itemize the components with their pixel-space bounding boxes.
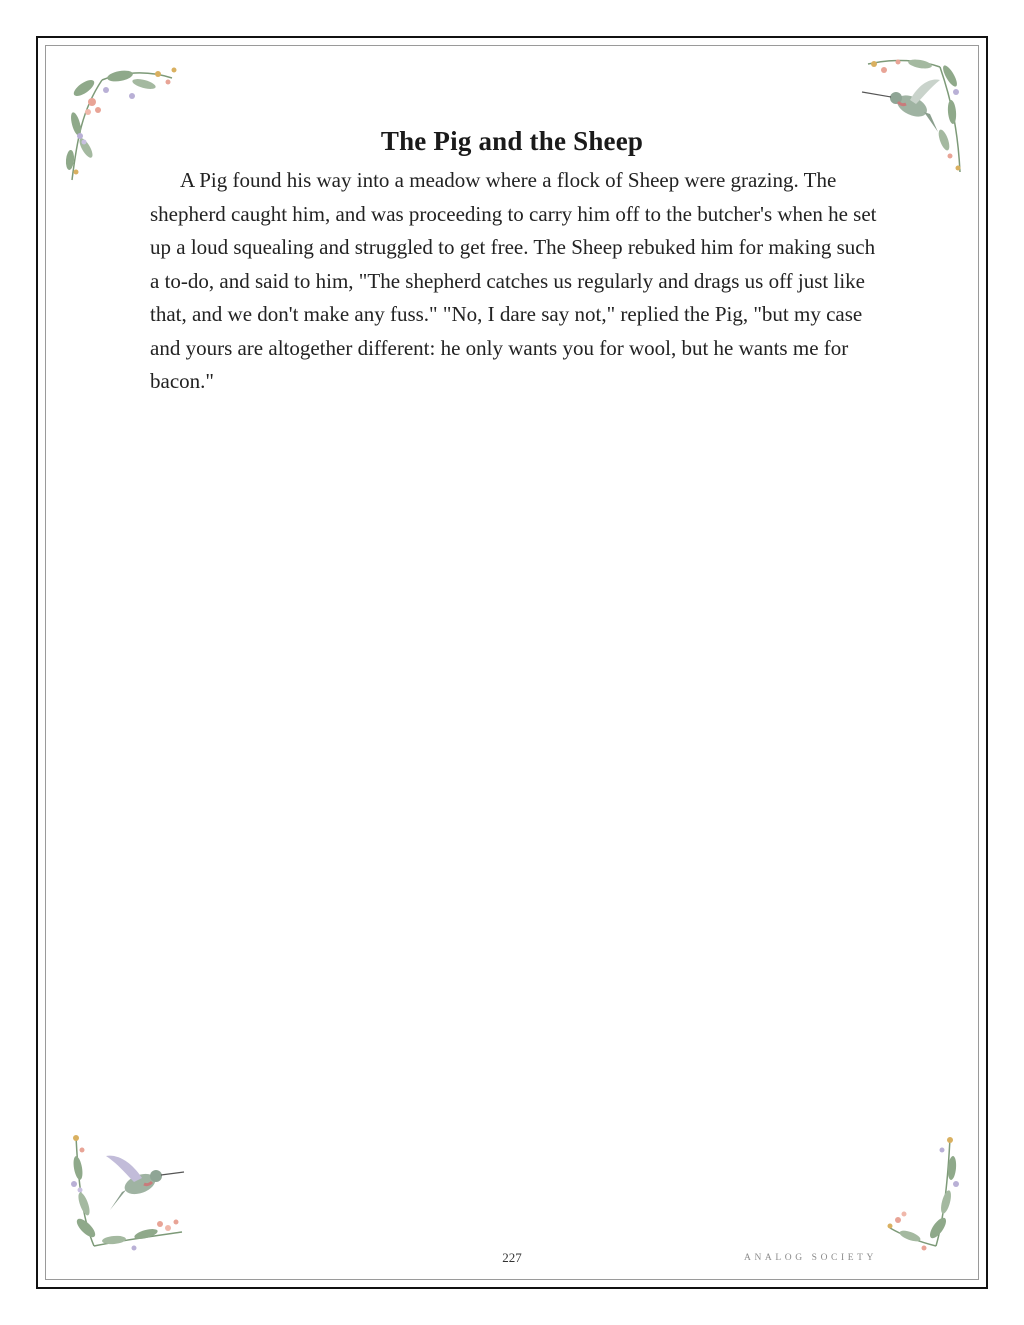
fable-body-text: A Pig found his way into a meadow where a flock of Sheep were grazing. The shepherd caught him, and was proceeding to carry him off to the butcher's when he set up a loud squealing and struggled to get free. The Sheep rebuked him for making such a to-do, and said to him, "The shepherd catches us regularly and drags us off just like that, and we don't make any fuss." "No, I dare say not," replied the Pig, "but my case and yours are altogether different: he only wants you for wool, but he wants me for bacon." <box>150 168 877 393</box>
hummingbird-floral-icon <box>840 52 970 182</box>
page-title: The Pig and the Sheep <box>380 126 644 157</box>
hummingbird-floral-icon <box>64 1128 194 1258</box>
page-number: 227 <box>502 1250 522 1265</box>
floral-corner-icon <box>880 1128 970 1258</box>
footer-brand: ANALOG SOCIETY <box>744 1253 877 1263</box>
